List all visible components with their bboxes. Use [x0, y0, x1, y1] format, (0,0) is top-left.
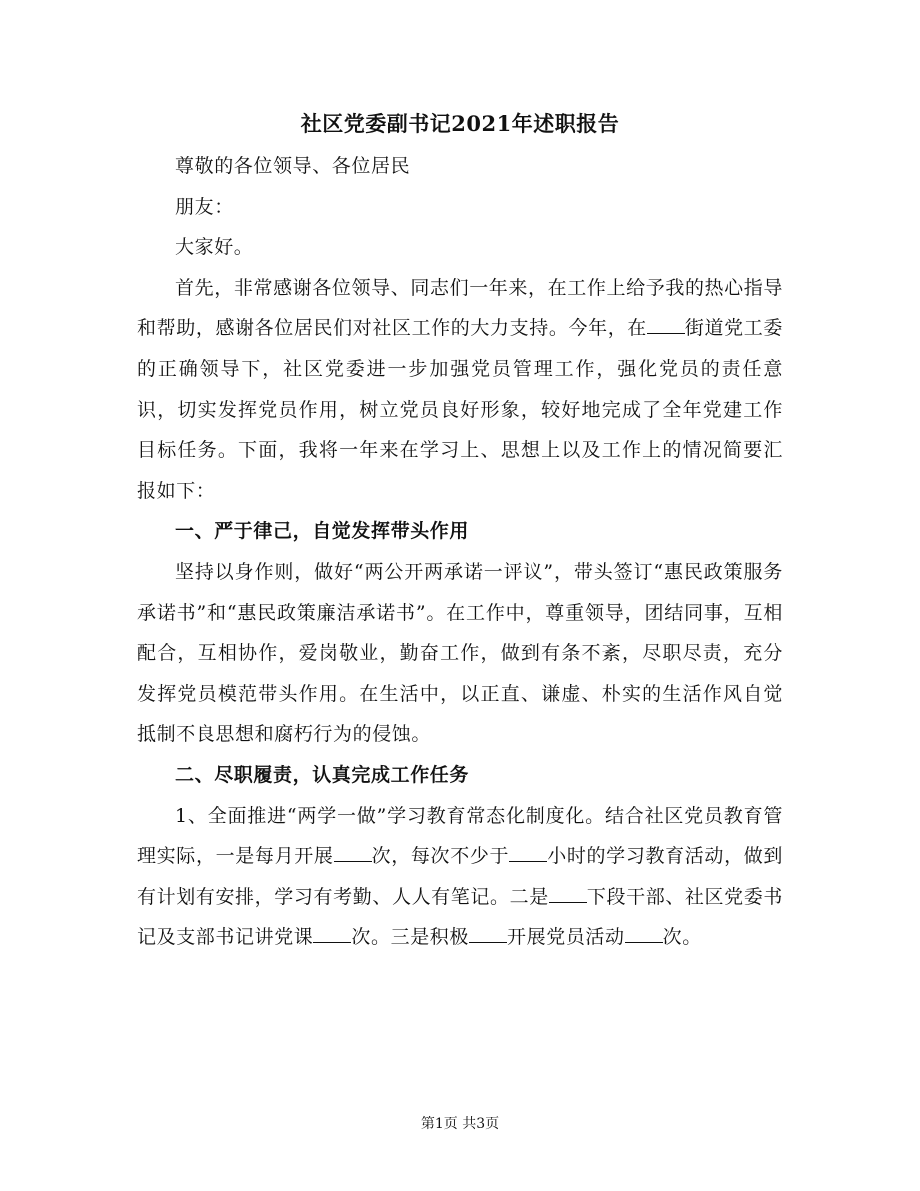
intro-text-b: 街道党工委的正确领导下，社区党委进一步加强党员管理工作，强化党员的责任意识，切实发挥党员作用，树立党员良好形象，较好地完成了全年党建工作目标任务。下面，我将一年来在学习上、思想上以及工作上的情况简要汇报如下：: [137, 317, 783, 502]
item-1-text-d: 下段干部、社区党委书记及支部书记讲党课: [137, 885, 783, 949]
fill-blank: [647, 313, 685, 334]
item-1-paragraph: [137, 796, 783, 958]
fill-blank: [469, 922, 507, 943]
item-1-text-a: 1、全面推进“两学一做”学习教育常态化制度化。结合社区党员教育管理实际，一是每月开展: [137, 804, 783, 868]
document-body: [137, 146, 783, 958]
section-heading-2: 二、尽职履责，认真完成工作任务: [175, 763, 470, 786]
item-1-text-b: 次，每次不少于: [371, 845, 510, 868]
fill-blank: [334, 841, 372, 862]
document-title: 社区党委副书记2021年述职报告: [300, 111, 620, 136]
page-footer: 第1页 共3页: [420, 1116, 500, 1132]
section-heading-1: 一、严于律己，自觉发挥带头作用: [175, 520, 470, 543]
fill-blank: [313, 922, 351, 943]
intro-paragraph: [137, 268, 783, 512]
item-1-text-f: 开展党员活动: [507, 926, 625, 949]
salutation-line-1: 尊敬的各位领导、各位居民: [175, 155, 411, 177]
greeting: 大家好。: [175, 236, 254, 259]
intro-text-a: 首先，非常感谢各位领导、同志们一年来，在工作上给予我的热心指导和帮助，感谢各位居民们对社区工作的大力支持。今年，在: [137, 276, 783, 340]
item-1-text-g: 次。: [662, 926, 702, 949]
salutation-line-2: 朋友：: [175, 195, 234, 218]
fill-blank: [549, 882, 587, 903]
fill-blank: [625, 922, 663, 943]
item-1-text-c: 小时的学习教育活动，做到有计划有安排，学习有考勤、人人有笔记。二是: [137, 845, 783, 908]
section-1-paragraph: 坚持以身作则，做好“两公开两承诺一评议”，带头签订“惠民政策服务承诺书”和“惠民政策廉洁承诺书”。在工作中，尊重领导，团结同事，互相配合，互相协作，爱岗敬业，勤奋工作，做到有条不紊，尽职尽责，充分发挥党员模范带头作用。在生活中，以正直、谦虚、朴实的生活作风自觉抵制不良思想和腐朽行为的侵蚀。: [137, 560, 783, 746]
item-1-text-e: 次。三是积极: [351, 926, 470, 949]
fill-blank: [509, 841, 547, 862]
